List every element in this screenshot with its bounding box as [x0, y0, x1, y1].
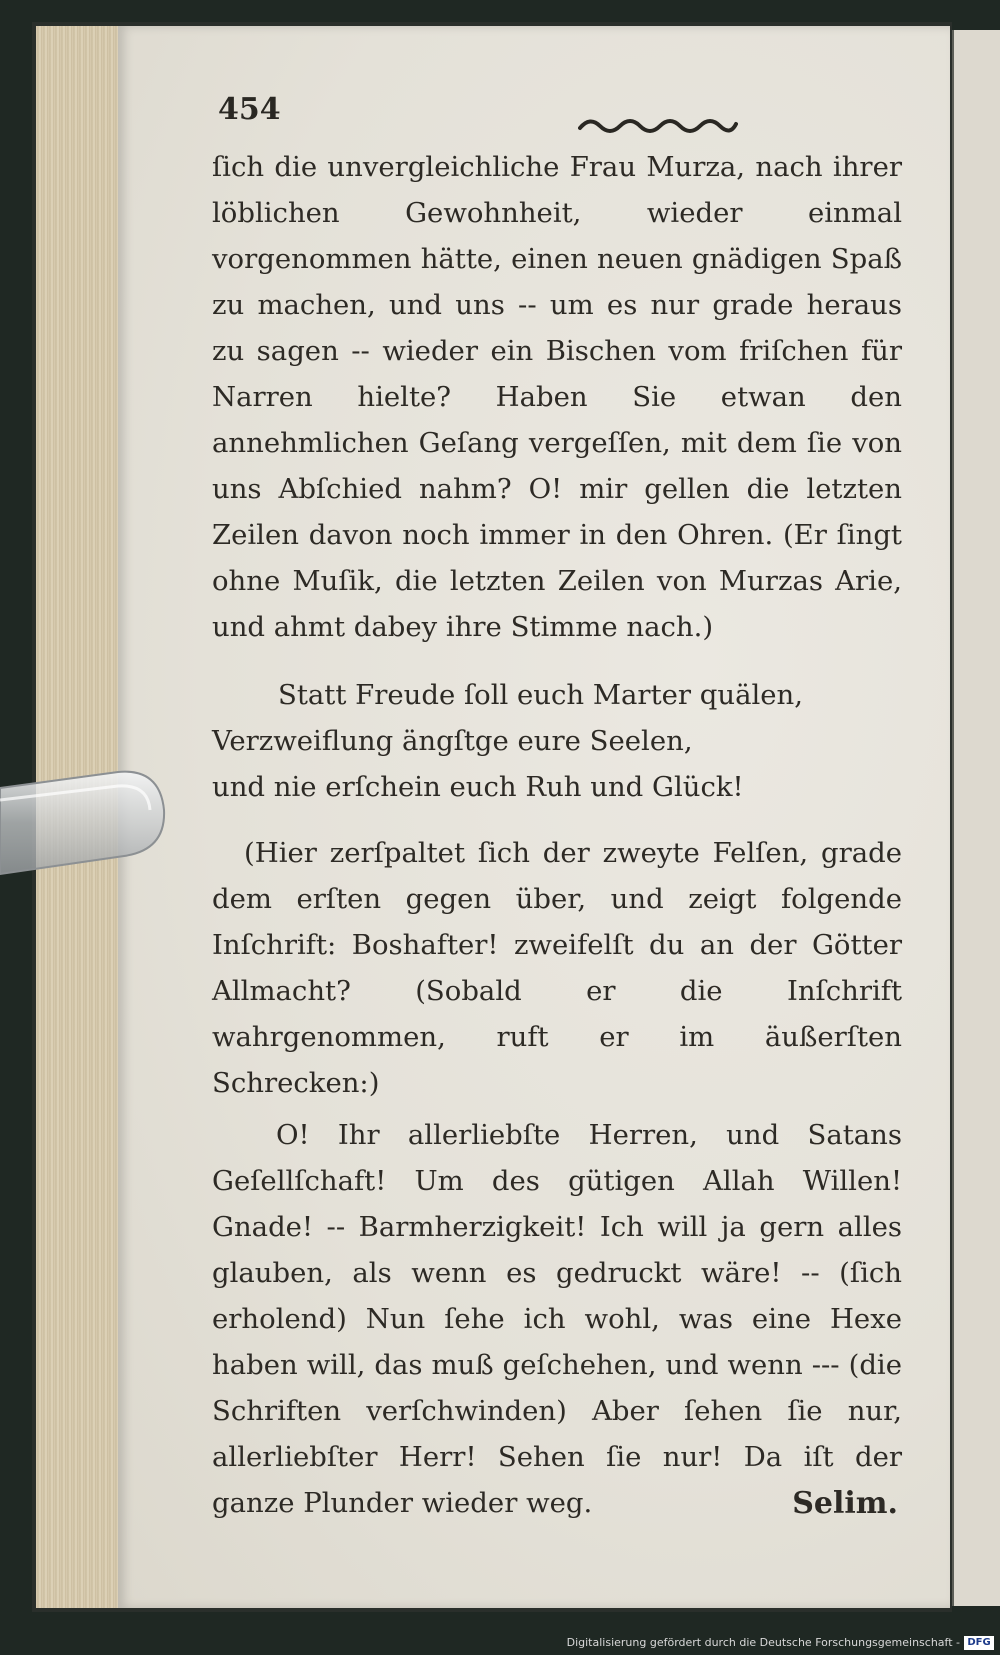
dfg-logo: DFG — [964, 1636, 994, 1650]
page-number: 454 — [218, 92, 281, 127]
verse-line-3: und nie erſchein euch Ruh und Glück! — [212, 771, 744, 803]
page-holder-clip-icon — [0, 770, 170, 880]
verse-line-2: Verzweiflung ängſtge eure Seelen, — [212, 725, 693, 757]
wave-ornament-icon — [578, 114, 738, 136]
stage-direction: (Hier zerſpaltet ſich der zweyte Felſen, grade dem erſten gegen über, und zeigt folgende Inſchrift: Boshafter! zweifelſt du an der Götter Allmacht? (Sobald er die Inſchrift wahrgenommen, ruft er im äußerſten Schrecken:) — [212, 837, 902, 1099]
book-page — [118, 26, 950, 1608]
page-header — [218, 86, 898, 146]
paragraph-1: ſich die unvergleichliche Frau Murza, nach ihrer löblichen Gewohnheit, wieder einmal vorgenommen hätte, einen neuen gnädigen Spaß zu machen, und uns -- um es nur grade heraus zu sagen -- wieder ein Bischen vom friſchen für Narren hielte? Haben Sie etwan den annehmlichen Geſang vergeſſen, mit dem ſie von uns Abſchied nahm? O! mir gellen die letzten Zeilen davon noch immer in den Ohren. (Er ſingt ohne Muſik, die letzten Zeilen von Murzas Arie, und ahmt dabey ihre Stimme nach.) — [212, 151, 902, 643]
digitization-credit: Digitalisierung gefördert durch die Deutsche Forschungsgemeinschaft - — [566, 1636, 960, 1649]
body-text — [212, 144, 902, 1526]
verse-line-1: Statt Freude ſoll euch Marter quälen, — [278, 679, 804, 711]
speech-paragraph: O! Ihr allerliebſte Herren, und Satans Geſellſchaft! Um des gütigen Allah Willen! Gnade! -- Barmherzigkeit! Ich will ja gern alles glauben, als wenn es gedruckt wäre! -- (ſich erholend) Nun ſehe ich wohl, was eine Hexe haben will, das muß geſchehen, und wenn --- (die Schriften verſchwinden) Aber ſehen ſie nur, allerliebſter Herr! Sehen ſie nur! Da iſt der ganze Plunder wieder weg. — [212, 1119, 902, 1519]
catchword: Selim. — [792, 1486, 898, 1521]
verse-block — [212, 672, 902, 810]
next-page-edge — [952, 30, 1000, 1606]
